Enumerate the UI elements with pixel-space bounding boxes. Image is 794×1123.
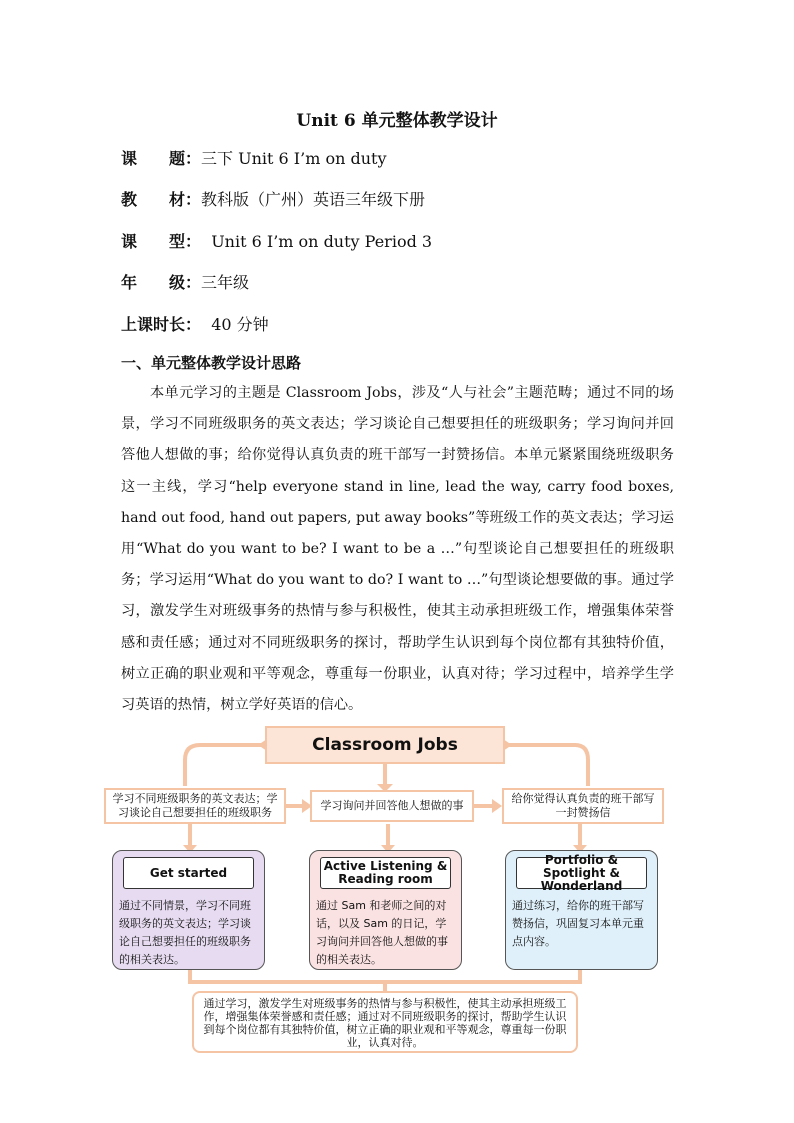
field-label: 年 级： — [121, 273, 202, 292]
goal-text: 学习询问并回答他人想做的事 — [320, 799, 464, 812]
field-label: 课 型： — [121, 232, 202, 251]
arrowhead — [492, 799, 502, 813]
arrow-title-to-right — [505, 745, 588, 786]
center-title-box: Classroom Jobs — [265, 726, 505, 764]
summary-box — [192, 991, 578, 1053]
paragraph-text: 本单元学习的主题是 Classroom Jobs，涉及“人与社会”主题范畴；通过不同的场景，学习不同班级职务的英文表达；学习谈论自己想要担任的班级职务；学习询问并回答他人想做的事；给你觉得认真负责的班干部写一封赞扬信。本单元紧紧围绕班级职务这一主线，学习“help everyone stand in line, lead the way, carry food boxes, hand out food, hand out papers, put away books”等班级工作的英文表达；学习运用“What do you want to be? I want to be a …”句型谈论自己想要担任的班级职务；学习运用“What do you want to do? I want to …”句型谈论想要做的事。通过学习，激发学生对班级事务的热情与参与积极性，使其主动承担班级工作，增强集体荣誉感和责任感；通过对不同班级职务的探讨，帮助学生认识到每个岗位都有其独特价值，树立正确的职业观和平等观念，尊重每一份职业，认真对待；学习过程中，培养学生学习英语的热情，树立学好英语的信心。 — [121, 385, 674, 714]
card-title: Active Listening & Reading room — [320, 857, 451, 889]
field-label: 课 题： — [121, 149, 202, 168]
card-active-listening — [309, 850, 462, 970]
field-value: 教科版（广州）英语三年级下册 — [201, 190, 426, 209]
connector-cards-to-summary — [190, 970, 580, 982]
field-label: 教 材： — [121, 190, 202, 209]
goal-text: 给你觉得认真负责的班干部写一封赞扬信 — [511, 792, 655, 819]
card-text: 通过不同情景，学习不同班级职务的英文表达；学习谈论自己想要担任的班级职务的相关表达。 — [119, 899, 251, 966]
field-value: 40 分钟 — [201, 315, 269, 334]
document-title: Unit 6 单元整体教学设计 — [296, 111, 498, 131]
card-text: 通过练习，给你的班干部写赞扬信，巩固复习本单元重点内容。 — [512, 899, 644, 948]
goal-text: 学习不同班级职务的英文表达；学习谈论自己想要担任的班级职务 — [112, 792, 278, 819]
field-label: 上课时长： — [121, 315, 202, 334]
card-title: Portfolio & Spotlight & Wonderland — [516, 857, 647, 889]
card-title: Get started — [123, 857, 254, 889]
field-value: 三年级 — [201, 273, 250, 292]
goal-box-1 — [104, 788, 286, 824]
arrow-title-to-left — [185, 745, 265, 786]
card-get-started — [112, 850, 265, 970]
field-value: 三下 Unit 6 I’m on duty — [201, 149, 387, 168]
goal-box-3 — [502, 788, 664, 824]
card-text: 通过 Sam 和老师之间的对话，以及 Sam 的日记，学习询问并回答他人想做的事的相关表达。 — [316, 899, 448, 966]
goal-box-2 — [310, 790, 474, 822]
summary-text: 通过学习，激发学生对班级事务的热情与参与积极性，使其主动承担班级工作，增强集体荣誉感和责任感；通过对不同班级职务的探讨，帮助学生认识到每个岗位都有其独特价值，树立正确的职业观和平等观念，尊重每一份职业，认真对待。 — [203, 997, 567, 1049]
section-heading: 一、单元整体教学设计思路 — [121, 354, 302, 372]
card-portfolio — [505, 850, 658, 970]
field-value: Unit 6 I’m on duty Period 3 — [201, 232, 433, 251]
